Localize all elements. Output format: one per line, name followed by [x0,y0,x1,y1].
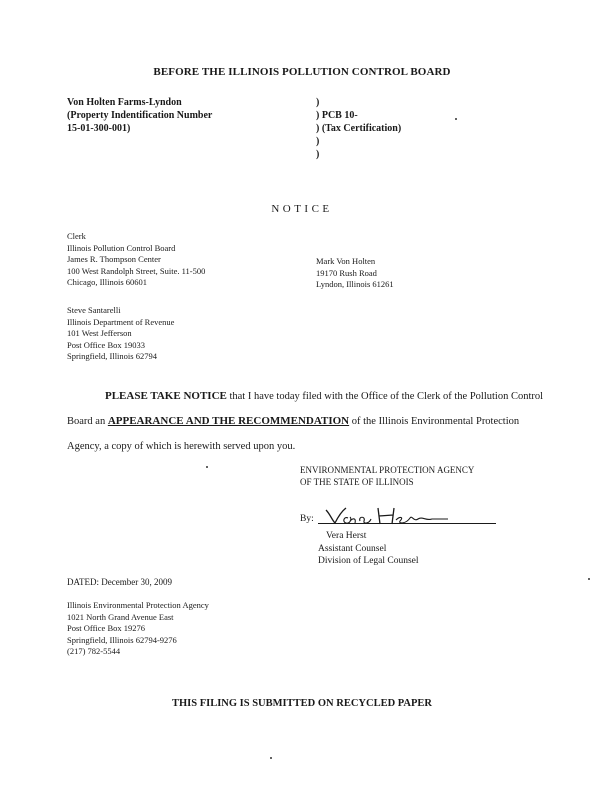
scan-speck [206,466,208,468]
caption-paren-line: ) [316,149,320,160]
signer-division: Division of Legal Counsel [318,556,419,566]
signer-block [318,530,419,568]
petitioner-address [316,256,394,291]
caption-line: (Property Indentification Number [67,110,213,121]
address-line: 101 West Jefferson [67,328,132,338]
address-line: 1021 North Grand Avenue East [67,611,174,622]
address-line: Illinois Pollution Control Board [67,242,176,253]
address-line: Springfield, Illinois 62794-9276 [67,634,177,645]
address-line: (217) 782-5544 [67,646,121,656]
signature-line [318,523,496,524]
agency-line: OF THE STATE OF ILLINOIS [300,477,414,487]
case-caption-parties [67,96,212,135]
notice-title: NOTICE [271,203,333,215]
notice-emphasis: APPEARANCE AND THE RECOMMENDATION [107,415,350,427]
recycled-paper-footer: THIS FILING IS SUBMITTED ON RECYCLED PAPER [171,698,433,709]
scan-speck [270,757,272,759]
signer-name: Vera Herst [326,531,367,541]
revenue-address [67,305,174,363]
address-line: Post Office Box 19276 [67,623,145,633]
address-line: Chicago, Illinois 60601 [67,277,148,287]
caption-paren-line: ) [316,136,320,147]
handwritten-signature [322,504,452,530]
scan-speck [455,118,457,120]
address-line: Springfield, Illinois 62794 [67,351,157,361]
address-line: 100 West Randolph Street, Suite. 11-500 [67,265,206,276]
sender-address [67,600,209,658]
address-line: Steve Santarelli [67,305,121,315]
address-line: Mark Von Holten [316,256,376,266]
notice-paragraph [67,384,547,459]
case-caption-number [316,96,401,161]
caption-paren-line: ) [316,97,320,108]
notice-text: of the Illinois Environmental Protection Agency, a copy of which is herewith served upon you. [67,416,520,452]
signer-title: Assistant Counsel [318,543,387,554]
address-line: Illinois Environmental Protection Agency [67,600,209,610]
agency-line: ENVIRONMENTAL PROTECTION AGENCY [300,465,475,475]
caption-paren-line: ) (Tax Certification) [316,123,402,134]
caption-line: Von Holten Farms-Lyndon [67,97,182,108]
address-line: James R. Thompson Center [67,254,161,264]
address-line: Illinois Department of Revenue [67,316,175,327]
address-line: Lyndon, Illinois 61261 [316,279,394,289]
clerk-address [67,231,205,289]
board-heading: BEFORE THE ILLINOIS POLLUTION CONTROL BOARD [153,66,451,78]
caption-line: 15-01-300-001) [67,123,131,134]
notice-text: that I have today filed with the Office of the Clerk of the Pollution Control Board an [67,391,544,427]
address-line: 19170 Rush Road [316,267,377,278]
by-label: By: [300,514,314,524]
address-line: Clerk [67,231,86,241]
scan-speck [588,578,590,580]
agency-block [300,464,474,488]
address-line: Post Office Box 19033 [67,339,145,350]
date-line: DATED: December 30, 2009 [67,577,172,587]
notice-lead: PLEASE TAKE NOTICE [105,390,227,402]
caption-paren-line: ) PCB 10- [316,110,358,121]
